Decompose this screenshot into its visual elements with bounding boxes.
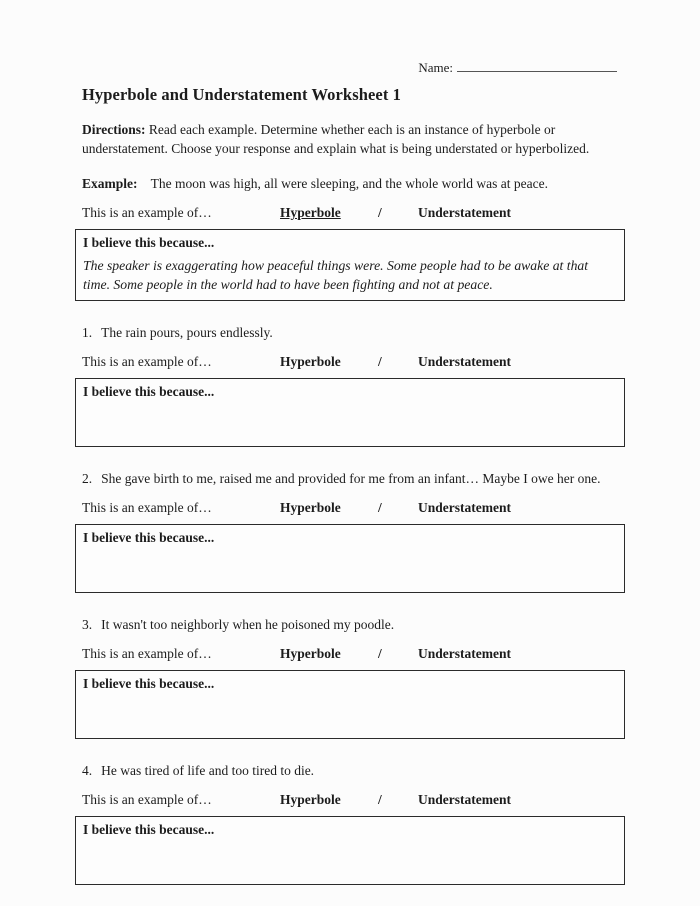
question-sentence bbox=[75, 324, 625, 341]
option-hyperbole-selected[interactable]: Hyperbole bbox=[280, 205, 341, 220]
prompt-label: This is an example of… bbox=[82, 792, 212, 807]
question-number: 4. bbox=[82, 763, 93, 778]
question-sentence bbox=[75, 470, 625, 487]
question-text: She gave birth to me, raised me and provided for me from an infant… Maybe I owe her one. bbox=[101, 471, 601, 486]
option-understatement[interactable]: Understatement bbox=[418, 500, 511, 515]
option-understatement[interactable]: Understatement bbox=[418, 792, 511, 807]
directions bbox=[75, 120, 625, 158]
option-separator: / bbox=[378, 500, 382, 515]
prompt-label: This is an example of… bbox=[82, 205, 212, 220]
question-block-3 bbox=[75, 616, 625, 739]
question-number: 1. bbox=[82, 325, 93, 340]
question-block-2 bbox=[75, 470, 625, 593]
answer-writein-box[interactable] bbox=[75, 524, 625, 593]
question-block-1 bbox=[75, 324, 625, 447]
question-number: 2. bbox=[82, 471, 93, 486]
example-text: The moon was high, all were sleeping, and the whole world was at peace. bbox=[150, 176, 549, 191]
option-hyperbole[interactable]: Hyperbole bbox=[280, 792, 341, 807]
option-understatement[interactable]: Understatement bbox=[418, 646, 511, 661]
question-sentence bbox=[75, 616, 625, 633]
option-separator: / bbox=[378, 792, 382, 807]
example-sentence bbox=[75, 175, 625, 192]
option-hyperbole[interactable]: Hyperbole bbox=[280, 500, 341, 515]
question-block-4 bbox=[75, 762, 625, 885]
answer-writein-box[interactable] bbox=[75, 816, 625, 885]
directions-label: Directions: bbox=[82, 122, 146, 137]
answer-writein-box[interactable] bbox=[75, 670, 625, 739]
answer-box-label: I believe this because... bbox=[83, 530, 215, 545]
option-separator: / bbox=[378, 354, 382, 369]
question-text: He was tired of life and too tired to die. bbox=[101, 763, 315, 778]
name-blank-line[interactable] bbox=[457, 60, 617, 72]
prompt-label: This is an example of… bbox=[82, 354, 212, 369]
example-answer-text: The speaker is exaggerating how peaceful things were. Some people had to be awake at that time. Some people in the world had to have been fighting and not at peace. bbox=[83, 258, 589, 292]
name-row bbox=[75, 60, 625, 76]
option-understatement[interactable]: Understatement bbox=[418, 354, 511, 369]
prompt-label: This is an example of… bbox=[82, 646, 212, 661]
option-separator: / bbox=[378, 205, 382, 220]
question-number: 3. bbox=[82, 617, 93, 632]
example-answer-box bbox=[75, 229, 625, 301]
question-prompt-row bbox=[75, 646, 625, 662]
example-prompt-row bbox=[75, 205, 625, 221]
option-separator: / bbox=[378, 646, 382, 661]
option-understatement[interactable]: Understatement bbox=[418, 205, 511, 220]
answer-box-label: I believe this because... bbox=[83, 676, 215, 691]
prompt-label: This is an example of… bbox=[82, 500, 212, 515]
question-prompt-row bbox=[75, 792, 625, 808]
page-title: Hyperbole and Understatement Worksheet 1 bbox=[82, 85, 402, 104]
answer-box-label: I believe this because... bbox=[83, 384, 215, 399]
option-hyperbole[interactable]: Hyperbole bbox=[280, 354, 341, 369]
example-label: Example: bbox=[82, 176, 138, 191]
example-block bbox=[75, 175, 625, 301]
directions-text: Read each example. Determine whether each is an instance of hyperbole or understatement. Choose your response and explain what is being understated or hyperbolized. bbox=[82, 122, 590, 156]
question-prompt-row bbox=[75, 354, 625, 370]
question-text: The rain pours, pours endlessly. bbox=[101, 325, 273, 340]
question-prompt-row bbox=[75, 500, 625, 516]
answer-writein-box[interactable] bbox=[75, 378, 625, 447]
answer-box-label: I believe this because... bbox=[83, 822, 215, 837]
answer-box-label: I believe this because... bbox=[83, 235, 215, 250]
name-label: Name: bbox=[418, 60, 453, 75]
question-sentence bbox=[75, 762, 625, 779]
option-hyperbole[interactable]: Hyperbole bbox=[280, 646, 341, 661]
question-text: It wasn't too neighborly when he poisoned my poodle. bbox=[101, 617, 395, 632]
